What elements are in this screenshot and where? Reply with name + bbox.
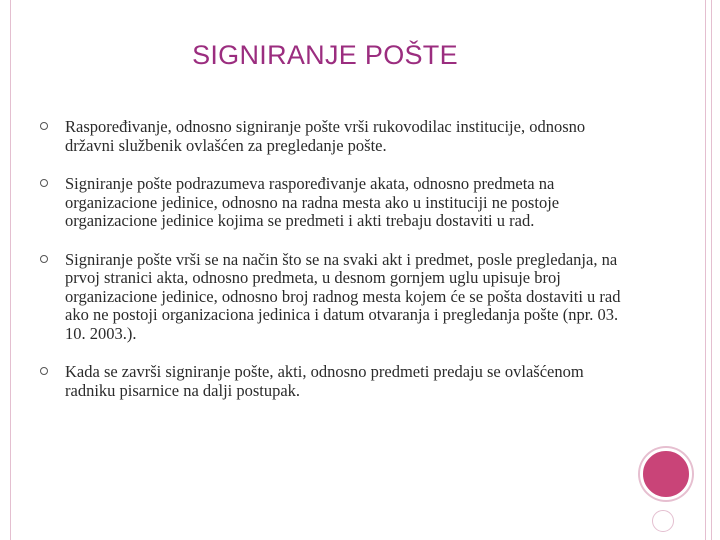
bullet-list xyxy=(40,118,630,420)
bullet-circle-icon xyxy=(40,179,48,187)
bullet-circle-icon xyxy=(40,255,48,263)
bullet-text-3: Signiranje pošte vrši se na način što se na svaki akt i predmet, posle pregledanja, na prvoj stranici akta, odnosno predmeta, u desnom gornjem uglu upisuje broj organizacione jedinice, odnosno broj radnog mesta kojem će se pošta dostaviti u rad ako ne postoji organizaciona jedinica i datum otvaranja i pregledanja pošte (npr. 03. 10. 2003.). xyxy=(65,249,621,343)
bullet-circle-icon xyxy=(40,122,48,130)
bullet-item-4 xyxy=(40,363,630,400)
slide-title: SIGNIRANJE POŠTE xyxy=(192,40,458,70)
bullet-circle-icon xyxy=(40,367,48,375)
bullet-item-2 xyxy=(40,175,630,231)
bullet-item-1 xyxy=(40,118,630,155)
decorative-pink-circle xyxy=(640,448,692,500)
bullet-text-1: Raspoređivanje, odnosno signiranje pošte vrši rukovodilac institucije, odnosno državni službenik ovlašćen za pregledanje pošte. xyxy=(65,117,586,155)
bullet-item-3 xyxy=(40,251,630,344)
bullet-text-4: Kada se završi signiranje pošte, akti, odnosno predmeti predaju se ovlašćenom radniku pisarnice na dalji postupak. xyxy=(65,362,584,400)
decorative-small-circle xyxy=(652,510,674,532)
bullet-text-2: Signiranje pošte podrazumeva raspoređivanje akata, odnosno predmeta na organizacione jedinice, odnosno na radna mesta ako u instituciji ne postoje organizacione jedinice kojima se predmeti i akti trebaju dostaviti u rad. xyxy=(65,174,560,230)
